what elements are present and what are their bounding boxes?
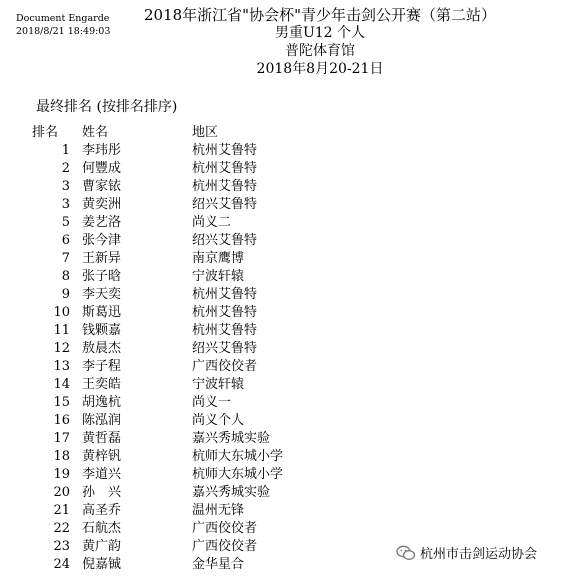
rank-cell: 17 — [53, 431, 70, 446]
table-row — [28, 430, 392, 448]
rank-cell: 10 — [53, 305, 70, 320]
watermark — [392, 541, 541, 564]
name-cell: 王新异 — [82, 251, 122, 266]
name-cell: 倪嘉铖 — [82, 557, 122, 572]
rank-cell: 3 — [61, 197, 70, 212]
name-cell: 李玮彤 — [82, 143, 122, 158]
table-row — [28, 376, 392, 394]
name-cell: 李道兴 — [82, 467, 122, 482]
region-cell: 广西佼佼者 — [192, 539, 258, 554]
table-row — [28, 340, 392, 358]
name-cell: 黄哲磊 — [82, 431, 122, 446]
table-row — [28, 214, 392, 232]
name-cell: 黄广韵 — [82, 539, 122, 554]
region-cell: 绍兴艾鲁特 — [192, 341, 258, 356]
print-datetime: 2018/8/21 18:49:03 — [16, 26, 111, 37]
region-cell: 宁波轩辕 — [192, 377, 245, 392]
table-row — [28, 358, 392, 376]
rank-cell: 12 — [53, 341, 70, 356]
rank-cell: 23 — [53, 539, 70, 554]
column-header-name: 姓名 — [82, 125, 109, 140]
table-row — [28, 160, 392, 178]
name-cell: 斯葛迅 — [82, 305, 122, 320]
table-row — [28, 502, 392, 520]
region-cell: 杭师大东城小学 — [192, 449, 284, 464]
table-header-row — [28, 124, 392, 142]
region-cell: 金华星合 — [192, 557, 245, 572]
name-cell: 胡逸杭 — [82, 395, 122, 410]
table-row — [28, 196, 392, 214]
header — [140, 6, 500, 78]
table-row — [28, 412, 392, 430]
table-row — [28, 322, 392, 340]
table-row — [28, 448, 392, 466]
watermark-text: 杭州市击剑运动协会 — [420, 547, 538, 562]
rank-cell: 22 — [53, 521, 70, 536]
rank-cell: 15 — [53, 395, 70, 410]
name-cell: 孙 兴 — [82, 485, 122, 500]
table-row — [28, 232, 392, 250]
name-cell: 敖晨杰 — [82, 341, 122, 356]
event-name: 男重U12 个人 — [274, 25, 366, 41]
region-cell: 杭州艾鲁特 — [192, 161, 258, 176]
region-cell: 绍兴艾鲁特 — [192, 233, 258, 248]
table-row — [28, 538, 392, 556]
name-cell: 李子程 — [82, 359, 122, 374]
rank-cell: 19 — [53, 467, 70, 482]
rank-cell: 2 — [61, 161, 70, 176]
rank-cell: 3 — [61, 179, 70, 194]
region-cell: 杭州艾鲁特 — [192, 323, 258, 338]
table-row — [28, 268, 392, 286]
name-cell: 张今津 — [82, 233, 122, 248]
region-cell: 尚义二 — [192, 215, 232, 230]
rank-cell: 1 — [61, 143, 70, 158]
region-cell: 杭州艾鲁特 — [192, 143, 258, 158]
section-title: 最终排名 (按排名排序) — [36, 99, 178, 115]
name-cell: 黄奕洲 — [82, 197, 122, 212]
name-cell: 何豐成 — [82, 161, 122, 176]
column-header-region: 地区 — [192, 125, 219, 140]
region-cell: 南京鹰博 — [192, 251, 245, 266]
table-row — [28, 304, 392, 322]
name-cell: 黄梓钒 — [82, 449, 122, 464]
name-cell: 张子晗 — [82, 269, 122, 284]
table-row — [28, 178, 392, 196]
name-cell: 石航杰 — [82, 521, 122, 536]
rank-cell: 5 — [61, 215, 70, 230]
rank-cell: 24 — [53, 557, 70, 572]
name-cell: 陈泓润 — [82, 413, 122, 428]
rank-cell: 14 — [53, 377, 70, 392]
table-row — [28, 142, 392, 160]
name-cell: 钱颗嘉 — [82, 323, 122, 338]
table-row — [28, 250, 392, 268]
region-cell: 广西佼佼者 — [192, 521, 258, 536]
competition-title: 2018年浙江省"协会杯"青少年击剑公开赛（第二站） — [144, 6, 496, 24]
region-cell: 杭州艾鲁特 — [192, 179, 258, 194]
table-row — [28, 556, 392, 574]
rank-cell: 11 — [53, 323, 70, 338]
region-cell: 宁波轩辕 — [192, 269, 245, 284]
rank-cell: 20 — [53, 485, 70, 500]
software-label: Document Engarde — [16, 13, 110, 24]
ranking-table — [28, 124, 392, 574]
table-row — [28, 466, 392, 484]
event-dates: 2018年8月20-21日 — [256, 61, 384, 77]
table-row — [28, 484, 392, 502]
region-cell: 尚义一 — [192, 395, 232, 410]
name-cell: 姜艺洛 — [82, 215, 122, 230]
region-cell: 嘉兴秀城实验 — [192, 431, 271, 446]
region-cell: 温州无锋 — [192, 503, 245, 518]
region-cell: 杭州艾鲁特 — [192, 305, 258, 320]
rank-cell: 6 — [61, 233, 70, 248]
region-cell: 杭师大东城小学 — [192, 467, 284, 482]
name-cell: 李天奕 — [82, 287, 122, 302]
region-cell: 广西佼佼者 — [192, 359, 258, 374]
table-row — [28, 520, 392, 538]
rank-cell: 13 — [53, 359, 70, 374]
region-cell: 嘉兴秀城实验 — [192, 485, 271, 500]
region-cell: 尚义个人 — [192, 413, 245, 428]
rank-cell: 7 — [61, 251, 70, 266]
table-row — [28, 394, 392, 412]
document-meta — [16, 12, 110, 38]
rank-cell: 9 — [61, 287, 70, 302]
column-header-rank: 排名 — [32, 125, 59, 140]
table-row — [28, 286, 392, 304]
region-cell: 杭州艾鲁特 — [192, 287, 258, 302]
region-cell: 绍兴艾鲁特 — [192, 197, 258, 212]
name-cell: 曹家铱 — [82, 179, 122, 194]
name-cell: 王奕皓 — [82, 377, 122, 392]
rank-cell: 18 — [53, 449, 70, 464]
rank-cell: 8 — [61, 269, 70, 284]
rank-cell: 16 — [53, 413, 70, 428]
rank-cell: 21 — [53, 503, 70, 518]
table-body — [28, 142, 392, 574]
venue: 普陀体育馆 — [285, 43, 355, 59]
name-cell: 高圣乔 — [82, 503, 122, 518]
wechat-icon — [396, 545, 416, 561]
